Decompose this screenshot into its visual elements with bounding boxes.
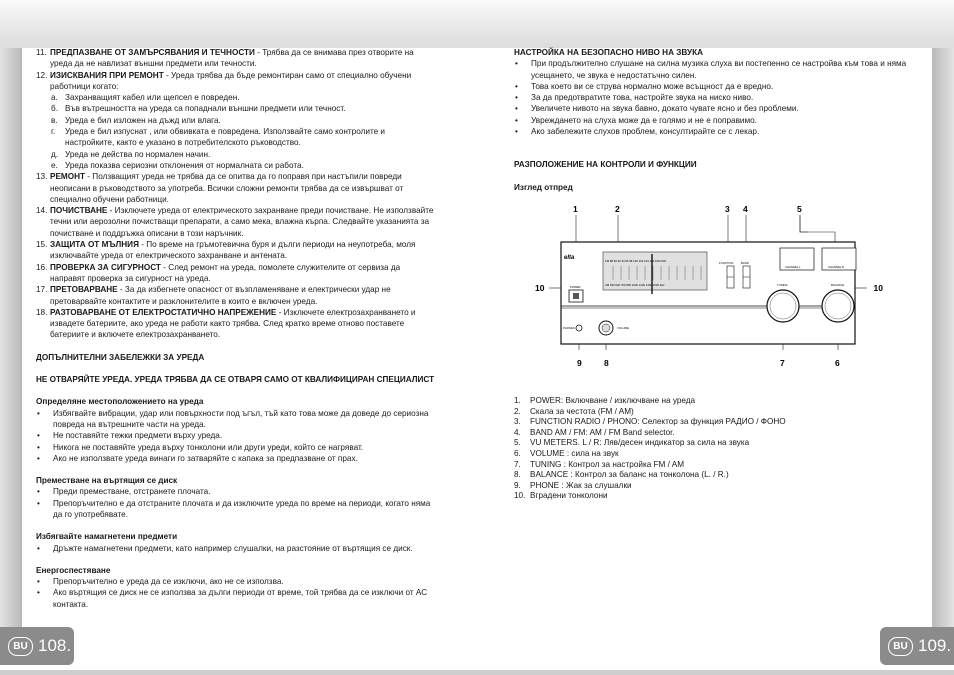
bullet-item [36, 587, 436, 610]
svg-text:CHANNEL R: CHANNEL R [828, 265, 845, 269]
bullet-item [514, 115, 918, 126]
bullet-item [514, 126, 918, 137]
callout-2: 2 [615, 204, 620, 214]
svg-text:BALANCE: BALANCE [831, 283, 845, 287]
item-text [50, 205, 436, 239]
item-text [50, 307, 436, 341]
front-view-heading: Изглед отпред [514, 182, 573, 192]
bullet-text: Никога не поставяйте уреда върху тонколони или други уреди, който се нагряват. [53, 442, 364, 452]
bullet-item [36, 442, 436, 453]
control-item [514, 417, 786, 428]
svg-text:AM 530 600 700 800 1000 1200: AM 530 600 700 800 1000 1200 1400 1600 kHz [605, 283, 665, 287]
bullet-item [36, 576, 436, 587]
sub-item-text: Уреда не действа по нормален начин. [65, 149, 211, 159]
numbered-item [36, 307, 436, 341]
callout-1: 1 [573, 204, 578, 214]
item-title: ПРОВЕРКА ЗА СИГУРНОСТ [50, 262, 161, 272]
controls-heading: РАЗПОЛОЖЕНИЕ НА КОНТРОЛИ И ФУНКЦИИ [514, 160, 697, 170]
bullet-text: Дръжте намагнетени предмети, като например слушалки, на разстояние от въртящия се диск. [53, 543, 413, 553]
sub-item-letter: в. [51, 115, 58, 125]
control-number: 10. [514, 491, 526, 501]
bullet-icon: • [37, 431, 40, 441]
bullet-icon: • [37, 588, 40, 598]
item-number: 16. [36, 262, 48, 272]
bullet-item [36, 498, 436, 521]
bullet-icon: • [515, 59, 518, 69]
item-body: - Ползващият уреда не трябва да се опитва да го поправя при настъпили повреди неописани в ръководството за употреба. Всички сложни ремонти трябва да се извършват от специално обучени работници. [50, 172, 404, 204]
item-text [50, 70, 436, 93]
control-item [514, 438, 786, 449]
item-text [50, 284, 436, 307]
item-number: 17. [36, 285, 48, 295]
item-number: 13. [36, 172, 48, 182]
right-page-content [514, 47, 918, 193]
control-number: 5. [514, 438, 521, 448]
svg-text:VOLUME: VOLUME [617, 326, 629, 330]
item-body: - След ремонт на уреда, помолете служителите от сервиза да направят проверка за сигурност на уреда. [50, 262, 401, 283]
bullet-icon: • [515, 81, 518, 91]
bullet-text: Препоръчително е да отстраните плочата и да изключите уреда по време на периоди, когато няма да го употребявате. [53, 498, 431, 519]
control-item [514, 460, 786, 471]
control-number: 7. [514, 459, 521, 469]
numbered-item [36, 239, 436, 262]
notes-heading: ДОПЪЛНИТЕЛНИ ЗАБЕЛЕЖКИ ЗА УРЕДА [36, 352, 205, 362]
item-title: ПРЕДПАЗВАНЕ ОТ ЗАМЪРСЯВАНИЯ И ТЕЧНОСТИ [50, 48, 255, 57]
left-page-content [36, 47, 436, 610]
bullet-icon: • [37, 487, 40, 497]
item-number: 15. [36, 240, 48, 250]
language-badge: BU [888, 637, 913, 656]
tuning-knob [767, 290, 799, 322]
sub-item-letter: б. [51, 104, 58, 114]
control-item [514, 481, 786, 492]
control-text: PHONE : Жак за слушалки [530, 480, 632, 490]
control-text: BAND AM / FM: AM / FM Band selector. [530, 427, 675, 437]
item-body: - Трябва да се внимава през отворите на уреда да не навлизат външни предмети или течности. [50, 48, 414, 69]
bullet-item [514, 92, 918, 103]
control-text: Скала за честота (FM / AM) [530, 406, 634, 416]
bullet-item [36, 543, 436, 554]
item-body: - Изключете електрозахранването и извадете батериите, ако уреда не работи както трябва. След кратко време отново поставете батериите и включете електрозахранването. [50, 307, 416, 340]
bullet-text: Ако не използвате уреда винаги го затваряйте с капака за предпазване от прах. [53, 453, 358, 463]
bullet-text: Увреждането на слуха може да е голямо и не е поправимо. [531, 115, 757, 125]
item-title: РАЗТОВАРВАНЕ ОТ ЕЛЕКТРОСТАТИЧНО НАПРЕЖЕНИЕ [50, 307, 277, 317]
svg-text:CHANNEL L: CHANNEL L [785, 265, 801, 269]
bullet-item [36, 430, 436, 441]
control-text: Вградени тонколони [530, 491, 608, 501]
svg-text:FM 88 90 92 94 96 98 10: FM 88 90 92 94 96 98 100 102 104 106 108 MHz [605, 259, 667, 263]
sub-item-letter: г. [51, 127, 56, 137]
magnet-heading: Избягвайте намагнетени предмети [36, 532, 178, 542]
bullet-icon: • [515, 115, 518, 125]
item-title: РЕМОНТ [50, 172, 86, 182]
control-number: 3. [514, 417, 521, 427]
control-text: VU METERS. L / R: Ляв/десен индикатор за сила на звука [530, 438, 750, 448]
svg-text:BAND: BAND [741, 261, 749, 265]
sub-item-text: Уреда е бил изложен на дъжд или влага. [65, 115, 221, 125]
bullet-icon: • [515, 104, 518, 114]
control-number: 2. [514, 406, 521, 416]
sub-item-text: Уреда показва сериозни отклонения от нормалната си работа. [65, 160, 304, 170]
item-number: 12. [36, 70, 48, 80]
front-panel-diagram [533, 202, 883, 372]
svg-text:FUNCTION: FUNCTION [719, 261, 734, 265]
sub-item-text: Уреда е бил изпуснат , или обвивката е повредена. Използвайте само контролите и настройките, както е указано в потребителското ръководство. [65, 127, 386, 148]
bullet-item [36, 486, 436, 497]
control-item [514, 407, 786, 418]
callout-4: 4 [743, 204, 748, 214]
control-number: 4. [514, 427, 521, 437]
sub-item-text: Във вътрешността на уреда са попаднали външни предмети или течност. [65, 104, 346, 114]
energy-heading: Енергоспестяване [36, 565, 111, 575]
bullet-item [36, 453, 436, 464]
item-text [50, 171, 436, 205]
numbered-item [36, 70, 436, 93]
callout-10-right: 10 [873, 283, 883, 293]
item-text [50, 239, 436, 262]
bullet-text: Това което ви се струва нормално може всъщност да е вредно. [531, 81, 774, 91]
svg-text:PHONES: PHONES [563, 326, 575, 330]
callout-6: 6 [835, 358, 840, 368]
sub-item [36, 149, 436, 160]
sub-item [36, 126, 436, 149]
bullet-item [514, 81, 918, 92]
safe-volume-list [514, 58, 918, 137]
control-number: 6. [514, 448, 521, 458]
item-number: 14. [36, 206, 48, 216]
bullet-icon: • [37, 453, 40, 463]
control-text: POWER: Включване / изключване на уреда [530, 396, 696, 405]
balance-knob [822, 290, 854, 322]
warning-heading: НЕ ОТВАРЯЙТЕ УРЕДА. УРЕДА ТРЯБВА ДА СЕ ОТВАРЯ САМО ОТ КВАЛИФИЦИРАН СПЕЦИАЛИСТ [36, 375, 435, 385]
page-number-left [0, 627, 74, 665]
bullet-text: Не поставяйте тежки предмети върху уреда. [53, 431, 223, 441]
bullet-icon: • [37, 577, 40, 587]
item-title: ИЗИСКВАНИЯ ПРИ РЕМОНТ [50, 70, 164, 80]
control-item [514, 491, 786, 502]
page-number-right [880, 627, 954, 665]
bullet-text: Ако забележите слухов проблем, консултирайте се с лекар. [531, 127, 760, 137]
placement-heading: Определяне местоположението на уреда [36, 397, 204, 407]
item-text [50, 47, 436, 70]
sub-item [36, 103, 436, 114]
control-number: 9. [514, 480, 521, 490]
numbered-item [36, 205, 436, 239]
sub-item-letter: е. [51, 160, 58, 170]
bullet-text: Препоръчително е уреда да се изключи, ако не се използва. [53, 577, 284, 587]
sub-item-letter: а. [51, 93, 58, 103]
numbered-item [36, 171, 436, 205]
control-item [514, 470, 786, 481]
bullet-icon: • [515, 93, 518, 103]
bullet-text: При продължително слушане на силна музика слуха ви постепенно се настройва към това и няма усещането, че звука е недостатъчно силен. [531, 59, 907, 80]
callout-9: 9 [577, 358, 582, 368]
svg-text:POWER: POWER [570, 285, 581, 289]
svg-text:TUNING: TUNING [777, 283, 788, 287]
callout-8: 8 [604, 358, 609, 368]
language-badge: BU [8, 637, 33, 656]
right-side-strip [932, 48, 954, 636]
bottom-strip [0, 670, 954, 675]
brand-logo: elta [564, 255, 575, 261]
item-title: ПОЧИСТВАНЕ [50, 206, 108, 216]
sub-item [36, 115, 436, 126]
bullet-icon: • [37, 408, 40, 418]
control-text: BALANCE : Контрол за баланс на тонколона (L. / R.) [530, 470, 729, 480]
callout-3: 3 [725, 204, 730, 214]
disc-heading: Преместване на въртящия се диск [36, 476, 178, 486]
safe-volume-heading: НАСТРОЙКА НА БЕЗОПАСНО НИВО НА ЗВУКА [514, 48, 704, 57]
bullet-text: Преди преместване, отстранете плочата. [53, 487, 211, 497]
control-item [514, 428, 786, 439]
control-number: 8. [514, 470, 521, 480]
control-text: FUNCTION RADIO / PHONO: Селектор за функция РАДИО / ФОНО [530, 417, 786, 427]
item-text [50, 262, 436, 285]
controls-list [514, 396, 786, 502]
callout-5: 5 [797, 204, 802, 214]
bullet-text: Ако въртящия се диск не се използва за дълги периоди от време, той трябва да се изключи от AC контакта. [53, 588, 428, 609]
callout-10-left: 10 [535, 283, 545, 293]
bullet-item [36, 408, 436, 431]
phones-jack [576, 325, 582, 331]
sub-item [36, 92, 436, 103]
sub-item [36, 160, 436, 171]
item-body: - За да избегнете опасност от възпламеняване и електрически удар не претоварвайте контактите и разклонителите в които е включен уреда. [50, 285, 391, 306]
numbered-item [36, 47, 436, 70]
item-body: - Уреда трябва да бъде ремонтиран само от специално обучени работници когато: [50, 70, 412, 91]
left-side-strip [0, 48, 22, 636]
bullet-icon: • [37, 442, 40, 452]
bullet-text: Избягвайте вибрации, удар или повърхности под ъгъл, тъй като това може да доведе до сериозна повреда на вътрешните части на уреда. [53, 408, 429, 429]
control-number: 1. [514, 396, 521, 405]
item-body: - По време на гръмотевична буря и дълги периоди на неупотреба, моля изключвайте уреда от електрическото захранване и антената. [50, 240, 416, 261]
item-number: 11. [36, 48, 47, 57]
numbered-item [36, 262, 436, 285]
bullet-icon: • [37, 498, 40, 508]
top-header-bar [0, 0, 954, 48]
callout-7: 7 [780, 358, 785, 368]
control-text: TUNING : Контрол за настройка FM / AM [530, 459, 685, 469]
bullet-text: За да предотвратите това, настройте звука на ниско ниво. [531, 93, 754, 103]
bullet-item [514, 103, 918, 114]
sub-item-letter: д. [51, 149, 59, 159]
numbered-item [36, 284, 436, 307]
bullet-text: Увеличете нивото на звука бавно, докато чувате ясно и без проблеми. [531, 104, 799, 114]
control-item [514, 449, 786, 460]
bullet-icon: • [37, 543, 40, 553]
page-number: 108. [38, 636, 72, 655]
item-title: ЗАЩИТА ОТ МЪЛНИЯ [50, 240, 139, 250]
sub-item-text: Захранващият кабел или щепсел е повреден. [65, 93, 240, 103]
control-item [514, 396, 786, 407]
item-body: - Изключете уреда от електрическото захранване преди почистване. Не използвайте течни или аерозолни почистващи препарати, а само мека, влажна кърпа. Следвайте указанията за почистване и поддръжка описани в този наръчник. [50, 206, 434, 238]
item-number: 18. [36, 307, 48, 317]
page-number: 109. [918, 636, 952, 655]
bullet-item [514, 58, 918, 81]
control-text: VOLUME : сила на звук [530, 448, 619, 458]
bullet-icon: • [515, 127, 518, 137]
item-title: ПРЕТОВАРВАНЕ [50, 285, 118, 295]
